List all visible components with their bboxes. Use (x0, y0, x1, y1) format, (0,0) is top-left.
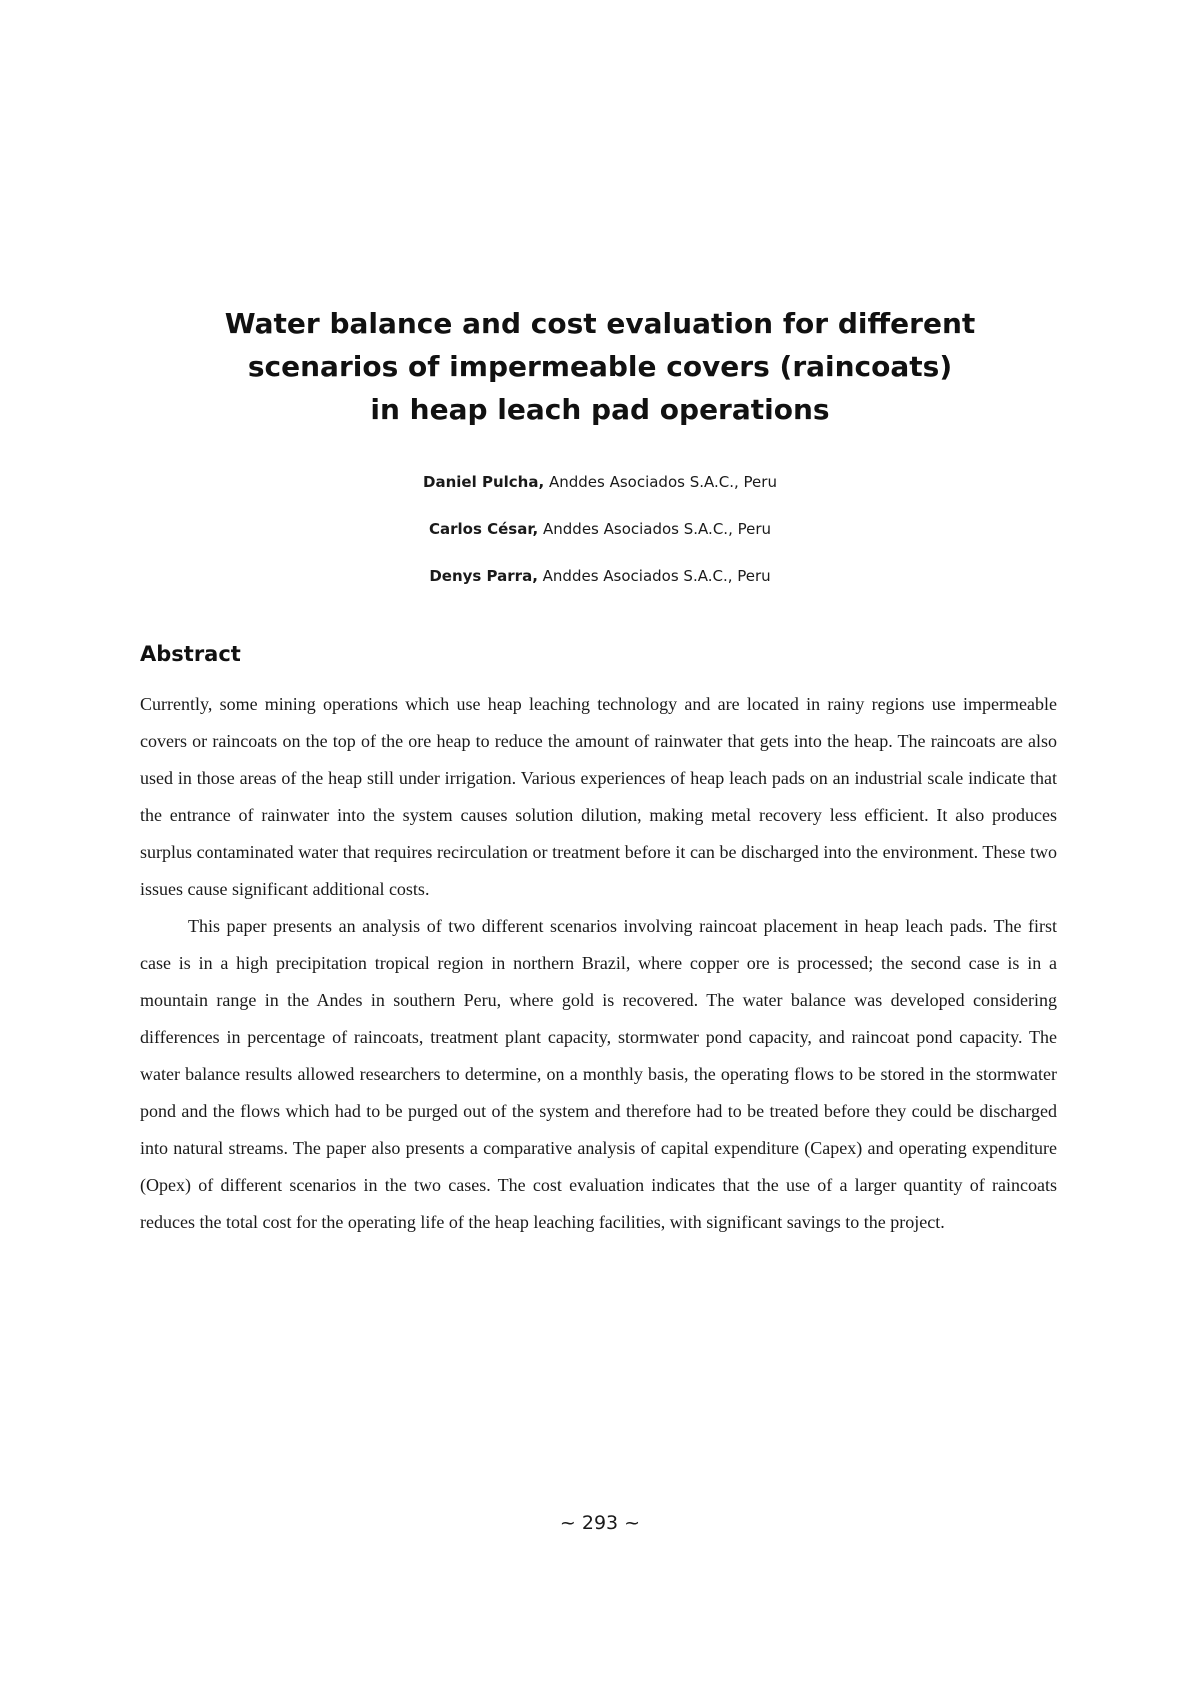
title-line-1: Water balance and cost evaluation for different (224, 307, 976, 340)
abstract-heading: Abstract (140, 642, 241, 666)
author-affiliation: Anddes Asociados S.A.C., Peru (544, 473, 777, 491)
author-affiliation: Anddes Asociados S.A.C., Peru (538, 520, 772, 538)
author-name: Carlos César, (428, 520, 539, 538)
author-entry (140, 566, 1060, 613)
author-list (140, 472, 1060, 613)
paper-title (140, 302, 1060, 431)
author-affiliation: Anddes Asociados S.A.C., Peru (537, 567, 771, 585)
author-entry (140, 519, 1060, 566)
author-name: Daniel Pulcha, (423, 473, 545, 491)
abstract-paragraph-2: This paper presents an analysis of two different scenarios involving raincoat placement in heap leach pads. The first case is in a high precipitation tropical region in northern Brazil, where copper ore is processed; the second case is in a mountain range in the Andes in southern Peru, where gold is recovered. The water balance was developed considering differences in percentage of raincoats, treatment plant capacity, stormwater pond capacity, and raincoat pond capacity. The water balance results allowed researchers to determine, on a monthly basis, the operating flows to be stored in the stormwater pond and the flows which had to be purged out of the system and therefore had to be treated before they could be discharged into natural streams. The paper also presents a comparative analysis of capital expenditure (Capex) and operating expenditure (Opex) of different scenarios in the two cases. The cost evaluation indicates that the use of a larger quantity of raincoats reduces the total cost for the operating life of the heap leaching facilities, with significant savings to the project. (140, 916, 1057, 1232)
page-number: ~ 293 ~ (559, 1512, 641, 1534)
title-line-3: in heap leach pad operations (370, 393, 830, 426)
author-name: Denys Parra, (429, 567, 538, 585)
author-entry (140, 472, 1060, 519)
abstract-body (140, 686, 1057, 1241)
title-line-2: scenarios of impermeable covers (raincoats) (247, 350, 953, 383)
abstract-paragraph-1: Currently, some mining operations which use heap leaching technology and are located in rainy regions use impermeable covers or raincoats on the top of the ore heap to reduce the amount of rainwater that gets into the heap. The raincoats are also used in those areas of the heap still under irrigation. Various experiences of heap leach pads on an industrial scale indicate that the entrance of rainwater into the system causes solution dilution, making metal recovery less efficient. It also produces surplus contaminated water that requires recirculation or treatment before it can be discharged into the environment. These two issues cause significant additional costs. (140, 694, 1057, 899)
